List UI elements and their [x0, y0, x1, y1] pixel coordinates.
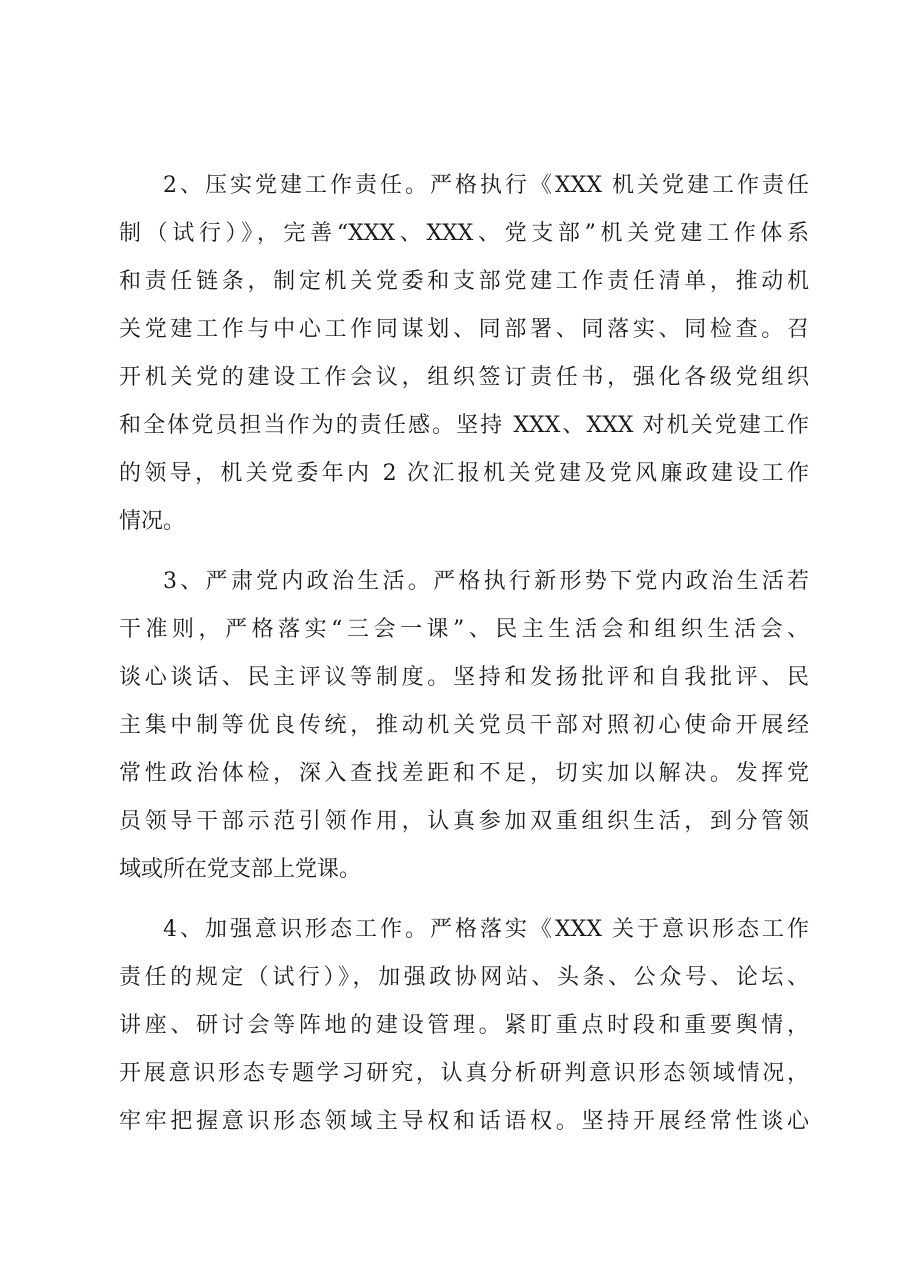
text-line: 牢牢把握意识形态领域主导权和话语权。坚持开展经常性谈心: [119, 1109, 809, 1134]
text-line: 关党建工作与中心工作同谋划、同部署、同落实、同检查。召: [119, 317, 809, 342]
text-line: 制（试行）》，完善“XXX、XXX、党支部”机关党建工作体系: [119, 221, 809, 246]
text-line: 域或所在党支部上党课。: [119, 857, 362, 882]
paragraph-4: [119, 906, 809, 1146]
text-line: 常性政治体检，深入查找差距和不足，切实加以解决。发挥党: [119, 761, 809, 786]
text-line: 员领导干部示范引领作用，认真参加双重组织生活，到分管领: [119, 809, 809, 834]
paragraph-spacer: [119, 894, 809, 906]
paragraph-3: [119, 558, 809, 894]
text-line: 情况。: [119, 509, 186, 534]
text-line: 和责任链条，制定机关党委和支部党建工作责任清单，推动机: [119, 269, 809, 294]
text-line: 的领导，机关党委年内 2 次汇报机关党建及党风廉政建设工作: [119, 461, 809, 486]
text-line: 开展意识形态专题学习研究，认真分析研判意识形态领域情况，: [119, 1061, 809, 1086]
text-line: 和全体党员担当作为的责任感。坚持 XXX、XXX 对机关党建工作: [119, 413, 809, 438]
text-line: 谈心谈话、民主评议等制度。坚持和发扬批评和自我批评、民: [119, 665, 809, 690]
text-line: 干准则，严格落实“三会一课”、民主生活会和组织生活会、: [119, 617, 809, 642]
text-line: 开机关党的建设工作会议，组织签订责任书，强化各级党组织: [119, 365, 809, 390]
text-line: 主集中制等优良传统，推动机关党员干部对照初心使命开展经: [119, 713, 809, 738]
document-body: [119, 162, 809, 1146]
paragraph-2: [119, 162, 809, 546]
text-line: 4、加强意识形态工作。严格落实《XXX 关于意识形态工作: [163, 917, 809, 942]
paragraph-spacer: [119, 546, 809, 558]
text-line: 3、严肃党内政治生活。严格执行新形势下党内政治生活若: [163, 569, 809, 594]
text-line: 责任的规定（试行）》，加强政协网站、头条、公众号、论坛、: [119, 965, 809, 990]
text-line: 讲座、研讨会等阵地的建设管理。紧盯重点时段和重要舆情，: [119, 1013, 809, 1038]
text-line: 2、压实党建工作责任。严格执行《XXX 机关党建工作责任: [163, 173, 809, 198]
